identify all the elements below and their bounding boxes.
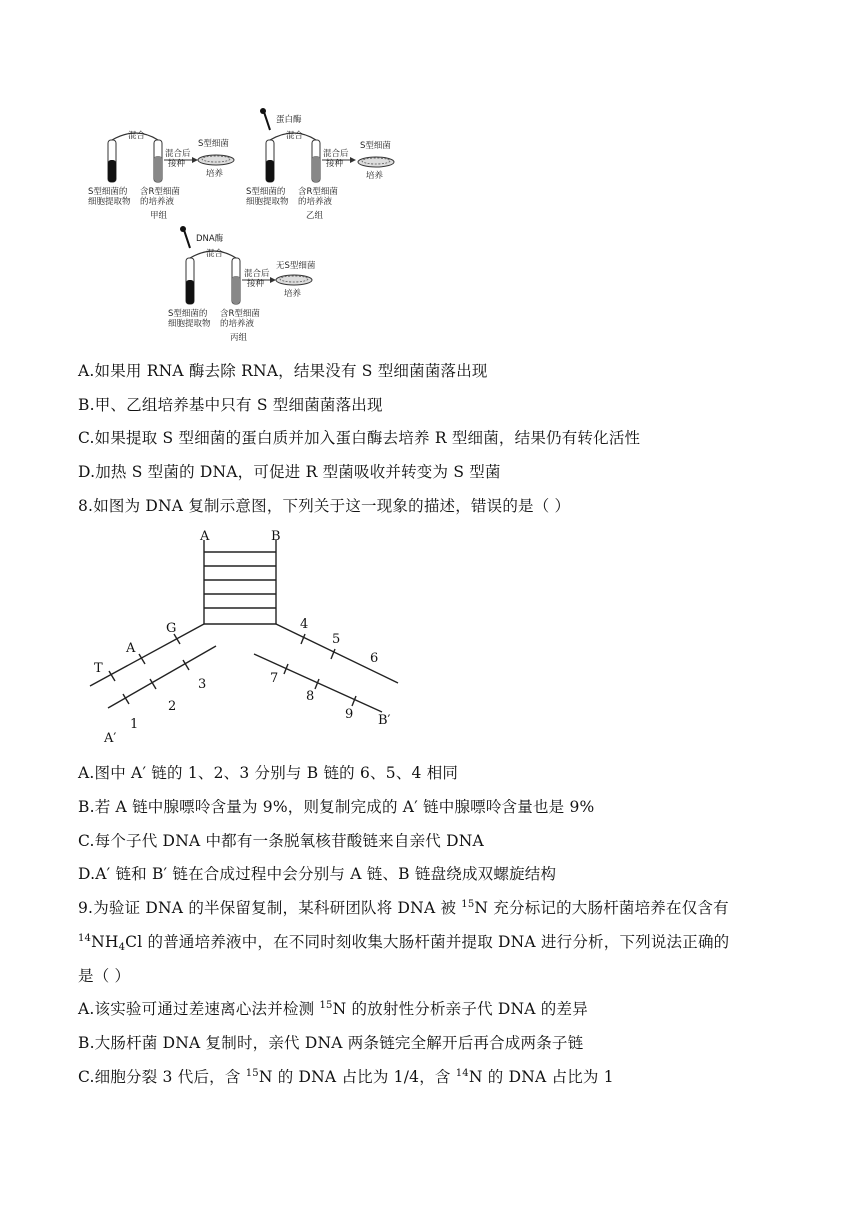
q7-option-c: C.如果提取 S 型细菌的蛋白质并加入蛋白酶去培养 R 型细菌，结果仍有转化活性 xyxy=(78,429,641,447)
group-jia xyxy=(88,130,234,221)
bing-left-caption-1: S型细菌的 xyxy=(168,309,208,319)
q8-option-a: A.图中 A′ 链的 1、2、3 分别与 B 链的 6、5、4 相同 xyxy=(78,764,459,782)
label-A: A xyxy=(200,529,210,544)
bing-culture-label: 培养 xyxy=(284,289,302,299)
label-7: 7 xyxy=(270,671,279,686)
label-B: B xyxy=(271,529,281,544)
q8-option-b: B.若 A 链中腺嘌呤含量为 9%，则复制完成的 A′ 链中腺嘌呤含量也是 9% xyxy=(78,798,595,816)
yi-enzyme-label: 蛋白酶 xyxy=(276,115,302,125)
yi-right-caption-1: 含R型细菌 xyxy=(298,187,338,197)
transformation-experiment-figure xyxy=(80,108,440,348)
jia-result-label: S型细菌 xyxy=(198,139,229,149)
jia-group-name: 甲组 xyxy=(150,211,168,221)
q9-stem-line3: 是（ ） xyxy=(78,967,131,985)
q7-option-d: D.加热 S 型菌的 DNA，可促进 R 型菌吸收并转变为 S 型菌 xyxy=(78,463,501,481)
bing-result-label: 无S型细菌 xyxy=(276,261,316,271)
yi-arrow-label-2: 接种 xyxy=(326,159,344,169)
jia-left-caption-2: 细胞提取物 xyxy=(88,197,131,207)
q8-option-c: C.每个子代 DNA 中都有一条脱氧核苷酸链来自亲代 DNA xyxy=(78,832,484,850)
q9-stem-line2: $^{14}NH_4Cl$ 的普通培养液中，在不同时刻收集大肠杆菌并提取 DNA 进行分析，下列说法正确的 xyxy=(78,933,730,953)
q7-option-a: A.如果用 RNA 酶去除 RNA，结果没有 S 型细菌菌落出现 xyxy=(78,362,488,380)
dna-replication-diagram xyxy=(80,528,410,748)
jia-right-caption-1: 含R型细菌 xyxy=(140,187,180,197)
jia-mix-label: 混合 xyxy=(128,131,146,141)
label-6: 6 xyxy=(370,651,379,666)
yi-result-label: S型细菌 xyxy=(360,141,391,151)
bing-left-caption-2: 细胞提取物 xyxy=(168,319,211,329)
label-2: 2 xyxy=(168,699,177,714)
yi-group-name: 乙组 xyxy=(306,211,324,221)
bing-enzyme-label: DNA酶 xyxy=(196,234,224,244)
q9-stem-line1: 9.为验证 DNA 的半保留复制，某科研团队将 DNA 被 $^{15}$N 充分标记的大肠杆菌培养在仅含有 xyxy=(78,899,729,917)
q9-option-c: C.细胞分裂 3 代后，含 $^{15}$N 的 DNA 占比为 1/4，含 $^{14}$N 的 DNA 占比为 1 xyxy=(78,1068,614,1086)
label-A-strand: A xyxy=(126,641,136,656)
label-4: 4 xyxy=(300,617,309,632)
label-9: 9 xyxy=(345,707,354,722)
label-T: T xyxy=(94,661,103,676)
group-bing xyxy=(168,226,316,343)
label-G: G xyxy=(166,621,177,636)
jia-right-caption-2: 的培养液 xyxy=(140,197,175,207)
label-B-prime: B′ xyxy=(378,713,391,728)
bing-mix-label: 混合 xyxy=(206,249,224,259)
label-5: 5 xyxy=(332,632,341,647)
yi-mix-label: 混合 xyxy=(286,131,304,141)
yi-culture-label: 培养 xyxy=(366,171,384,181)
bing-right-caption-1: 含R型细菌 xyxy=(220,309,260,319)
label-A-prime: A′ xyxy=(104,731,117,746)
jia-left-caption-1: S型细菌的 xyxy=(88,187,128,197)
q9-option-a: A.该实验可通过差速离心法并检测 $^{15}$N 的放射性分析亲子代 DNA 的差异 xyxy=(78,1000,588,1018)
bing-arrow-label-1: 混合后 xyxy=(244,269,270,279)
q8-option-d: D.A′ 链和 B′ 链在合成过程中会分别与 A 链、B 链盘绕成双螺旋结构 xyxy=(78,865,557,883)
label-1: 1 xyxy=(130,717,139,732)
group-yi xyxy=(246,108,394,221)
label-3: 3 xyxy=(198,677,207,692)
label-8: 8 xyxy=(306,689,315,704)
yi-left-caption-1: S型细菌的 xyxy=(246,187,286,197)
bing-group-name: 丙组 xyxy=(230,333,248,343)
q7-option-b: B.甲、乙组培养基中只有 S 型细菌菌落出现 xyxy=(78,396,383,414)
yi-right-caption-2: 的培养液 xyxy=(298,197,333,207)
jia-arrow-label-1: 混合后 xyxy=(165,149,191,159)
jia-arrow-label-2: 接种 xyxy=(168,159,186,169)
jia-culture-label: 培养 xyxy=(206,169,224,179)
q8-stem: 8.如图为 DNA 复制示意图，下列关于这一现象的描述，错误的是（ ） xyxy=(78,497,571,515)
bing-arrow-label-2: 接种 xyxy=(247,279,265,289)
q9-option-b: B.大肠杆菌 DNA 复制时，亲代 DNA 两条链完全解开后再合成两条子链 xyxy=(78,1034,584,1052)
yi-left-caption-2: 细胞提取物 xyxy=(246,197,289,207)
bing-right-caption-2: 的培养液 xyxy=(220,319,255,329)
yi-arrow-label-1: 混合后 xyxy=(323,149,349,159)
